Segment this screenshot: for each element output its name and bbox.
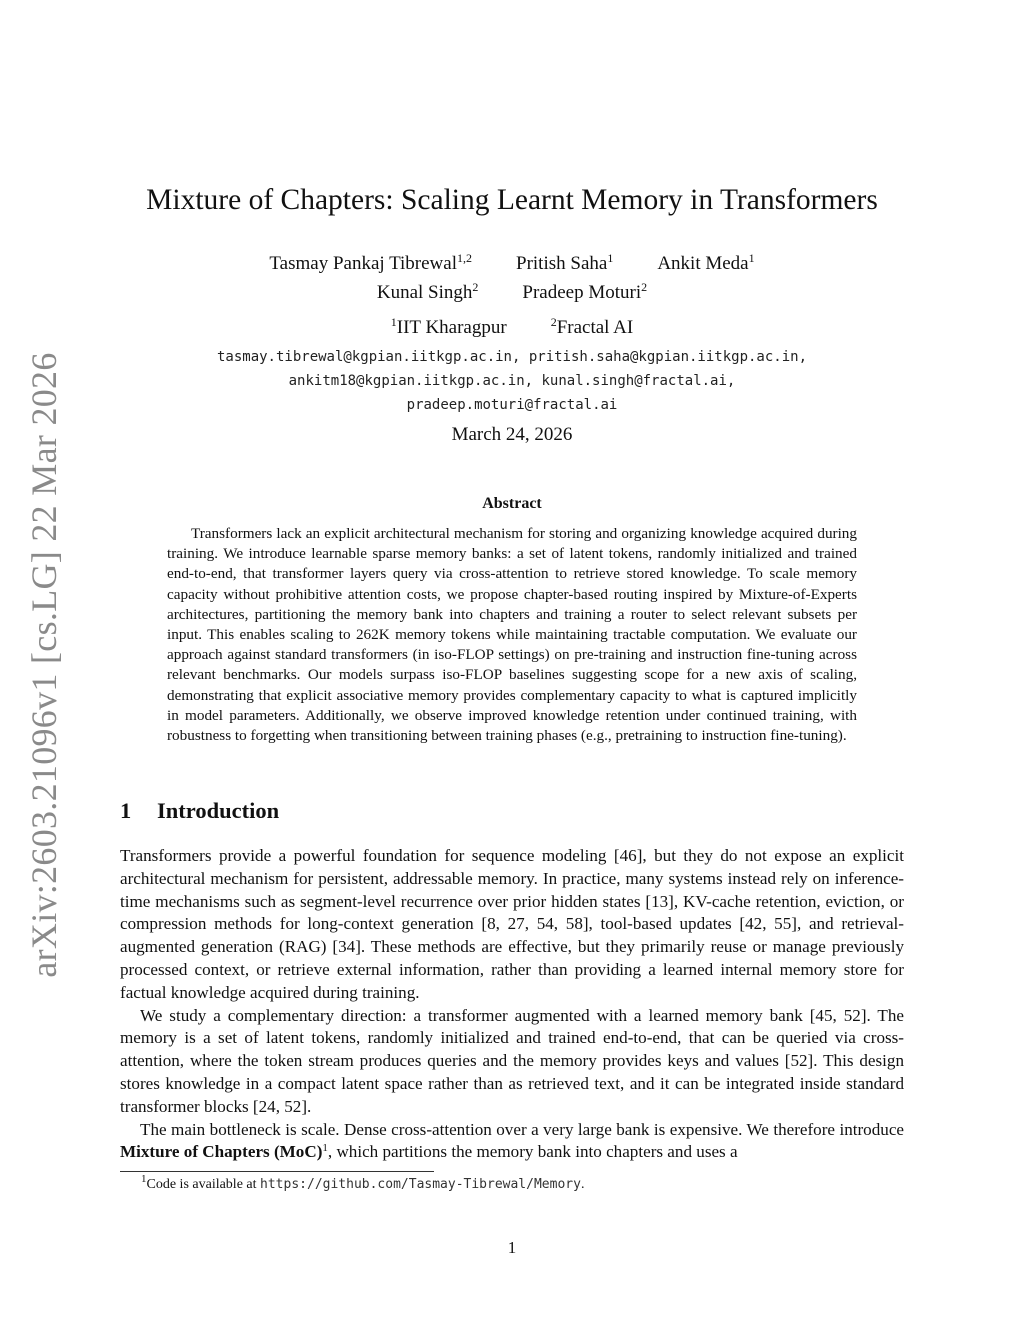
- body-paragraph: The main bottleneck is scale. Dense cross-attention over a very large bank is expensive. We therefore introduce Mixture of Chapters (MoC)$^1$, which partitions the memory bank into chapters and uses a: [120, 1119, 904, 1162]
- body-paragraph: Transformers provide a powerful foundation for sequence modeling [46], but they do not expose an explicit architectural mechanism for persistent, addressable memory. In practice, many systems instead rely on inference-time mechanisms such as segment-level recurrence over prior hidden states [13], KV-cache retention, eviction, or compression methods for long-context generation [8, 27, 54, 58], tool-based updates [42, 55], and retrieval-augmented generation (RAG) [34]. These methods are effective, but they primarily reuse or manage previously processed context, or retrieve external information, rather than providing a learned internal memory store for factual knowledge acquired during training.: [120, 846, 904, 1002]
- section-number: 1: [120, 798, 132, 823]
- email-line: pradeep.moturi@fractal.ai: [406, 397, 618, 413]
- publication-date: March 24, 2026: [451, 424, 573, 445]
- affiliation-iit: $^1$IIT Kharagpur: [390, 315, 507, 338]
- arxiv-identifier-stamp: [16, 352, 72, 978]
- arxiv-identifier-text: arXiv:2603.21096v1 [cs.LG] 22 Mar 2026: [24, 352, 64, 978]
- author-singh: Kunal Singh$^2$: [376, 280, 479, 303]
- moc-term: Mixture of Chapters (MoC): [120, 1142, 323, 1162]
- introduction-body: [120, 845, 904, 1164]
- body-paragraph: We study a complementary direction: a transformer augmented with a learned memory bank [45, 52]. The memory is a set of latent tokens, randomly initialized and trained end-to-end, that can be queried via cross-attention, where the token stream produces queries and the memory provides keys and values [52]. This design stores knowledge in a compact latent space rather than as retrieved text, and it can be integrated inside standard transformer blocks [24, 52].: [120, 1005, 904, 1116]
- author-row-2: [120, 282, 904, 304]
- author-emails: [120, 345, 904, 417]
- page-number: 1: [507, 1238, 517, 1257]
- abstract-heading: Abstract: [482, 495, 542, 512]
- code-repository-link[interactable]: https://github.com/Tasmay-Tibrewal/Memory: [260, 1177, 581, 1192]
- section-heading: [120, 798, 279, 824]
- footnote-marker: 1: [322, 1142, 328, 1155]
- author-saha: Pritish Saha$^1$: [516, 251, 614, 274]
- footnote: $^1$Code is available at https://github.com/Tasmay-Tibrewal/Memory.: [141, 1173, 585, 1192]
- abstract-text: Transformers lack an explicit architectural mechanism for storing and organizing knowledge acquired during training. We introduce learnable sparse memory banks: a set of latent tokens, randomly initialized and trained end-to-end, that transformer layers query via cross-attention to retrieve stored knowledge. To scale memory capacity without prohibitive attention costs, we propose chapter-based routing inspired by Mixture-of-Experts architectures, partitioning the memory bank into chapters and training a router to select relevant subsets per input. This enables scaling to 262K memory tokens while maintaining tractable computation. We evaluate our approach against standard transformers (in iso-FLOP settings) on pre-training and instruction fine-tuning across relevant benchmarks. Our models surpass iso-FLOP baselines suggesting scope for a new axis of scaling, demonstrating that explicit associative memory provides complementary capacity to what is captured implicitly in model parameters. Additionally, we observe improved knowledge retention under continued training, with robustness to forgetting when transitioning between training phases (e.g., pretraining to instruction fine-tuning).: [167, 525, 857, 745]
- email-line: tasmay.tibrewal@kgpian.iitkgp.ac.in, pritish.saha@kgpian.iitkgp.ac.in,: [216, 349, 807, 365]
- paper-title: Mixture of Chapters: Scaling Learnt Memory in Transformers: [146, 184, 878, 216]
- author-meda: Ankit Meda$^1$: [657, 251, 755, 274]
- author-tibrewal: Tasmay Pankaj Tibrewal$^{1,2}$: [269, 251, 472, 274]
- author-row-1: [120, 253, 904, 275]
- email-line: ankitm18@kgpian.iitkgp.ac.in, kunal.singh@fractal.ai,: [288, 373, 736, 389]
- footnote-divider: [120, 1171, 434, 1172]
- affiliation-fractal: $^2$Fractal AI: [550, 315, 634, 338]
- section-title: Introduction: [157, 798, 280, 823]
- author-moturi: Pradeep Moturi$^2$: [522, 280, 648, 303]
- affiliations: [120, 317, 904, 339]
